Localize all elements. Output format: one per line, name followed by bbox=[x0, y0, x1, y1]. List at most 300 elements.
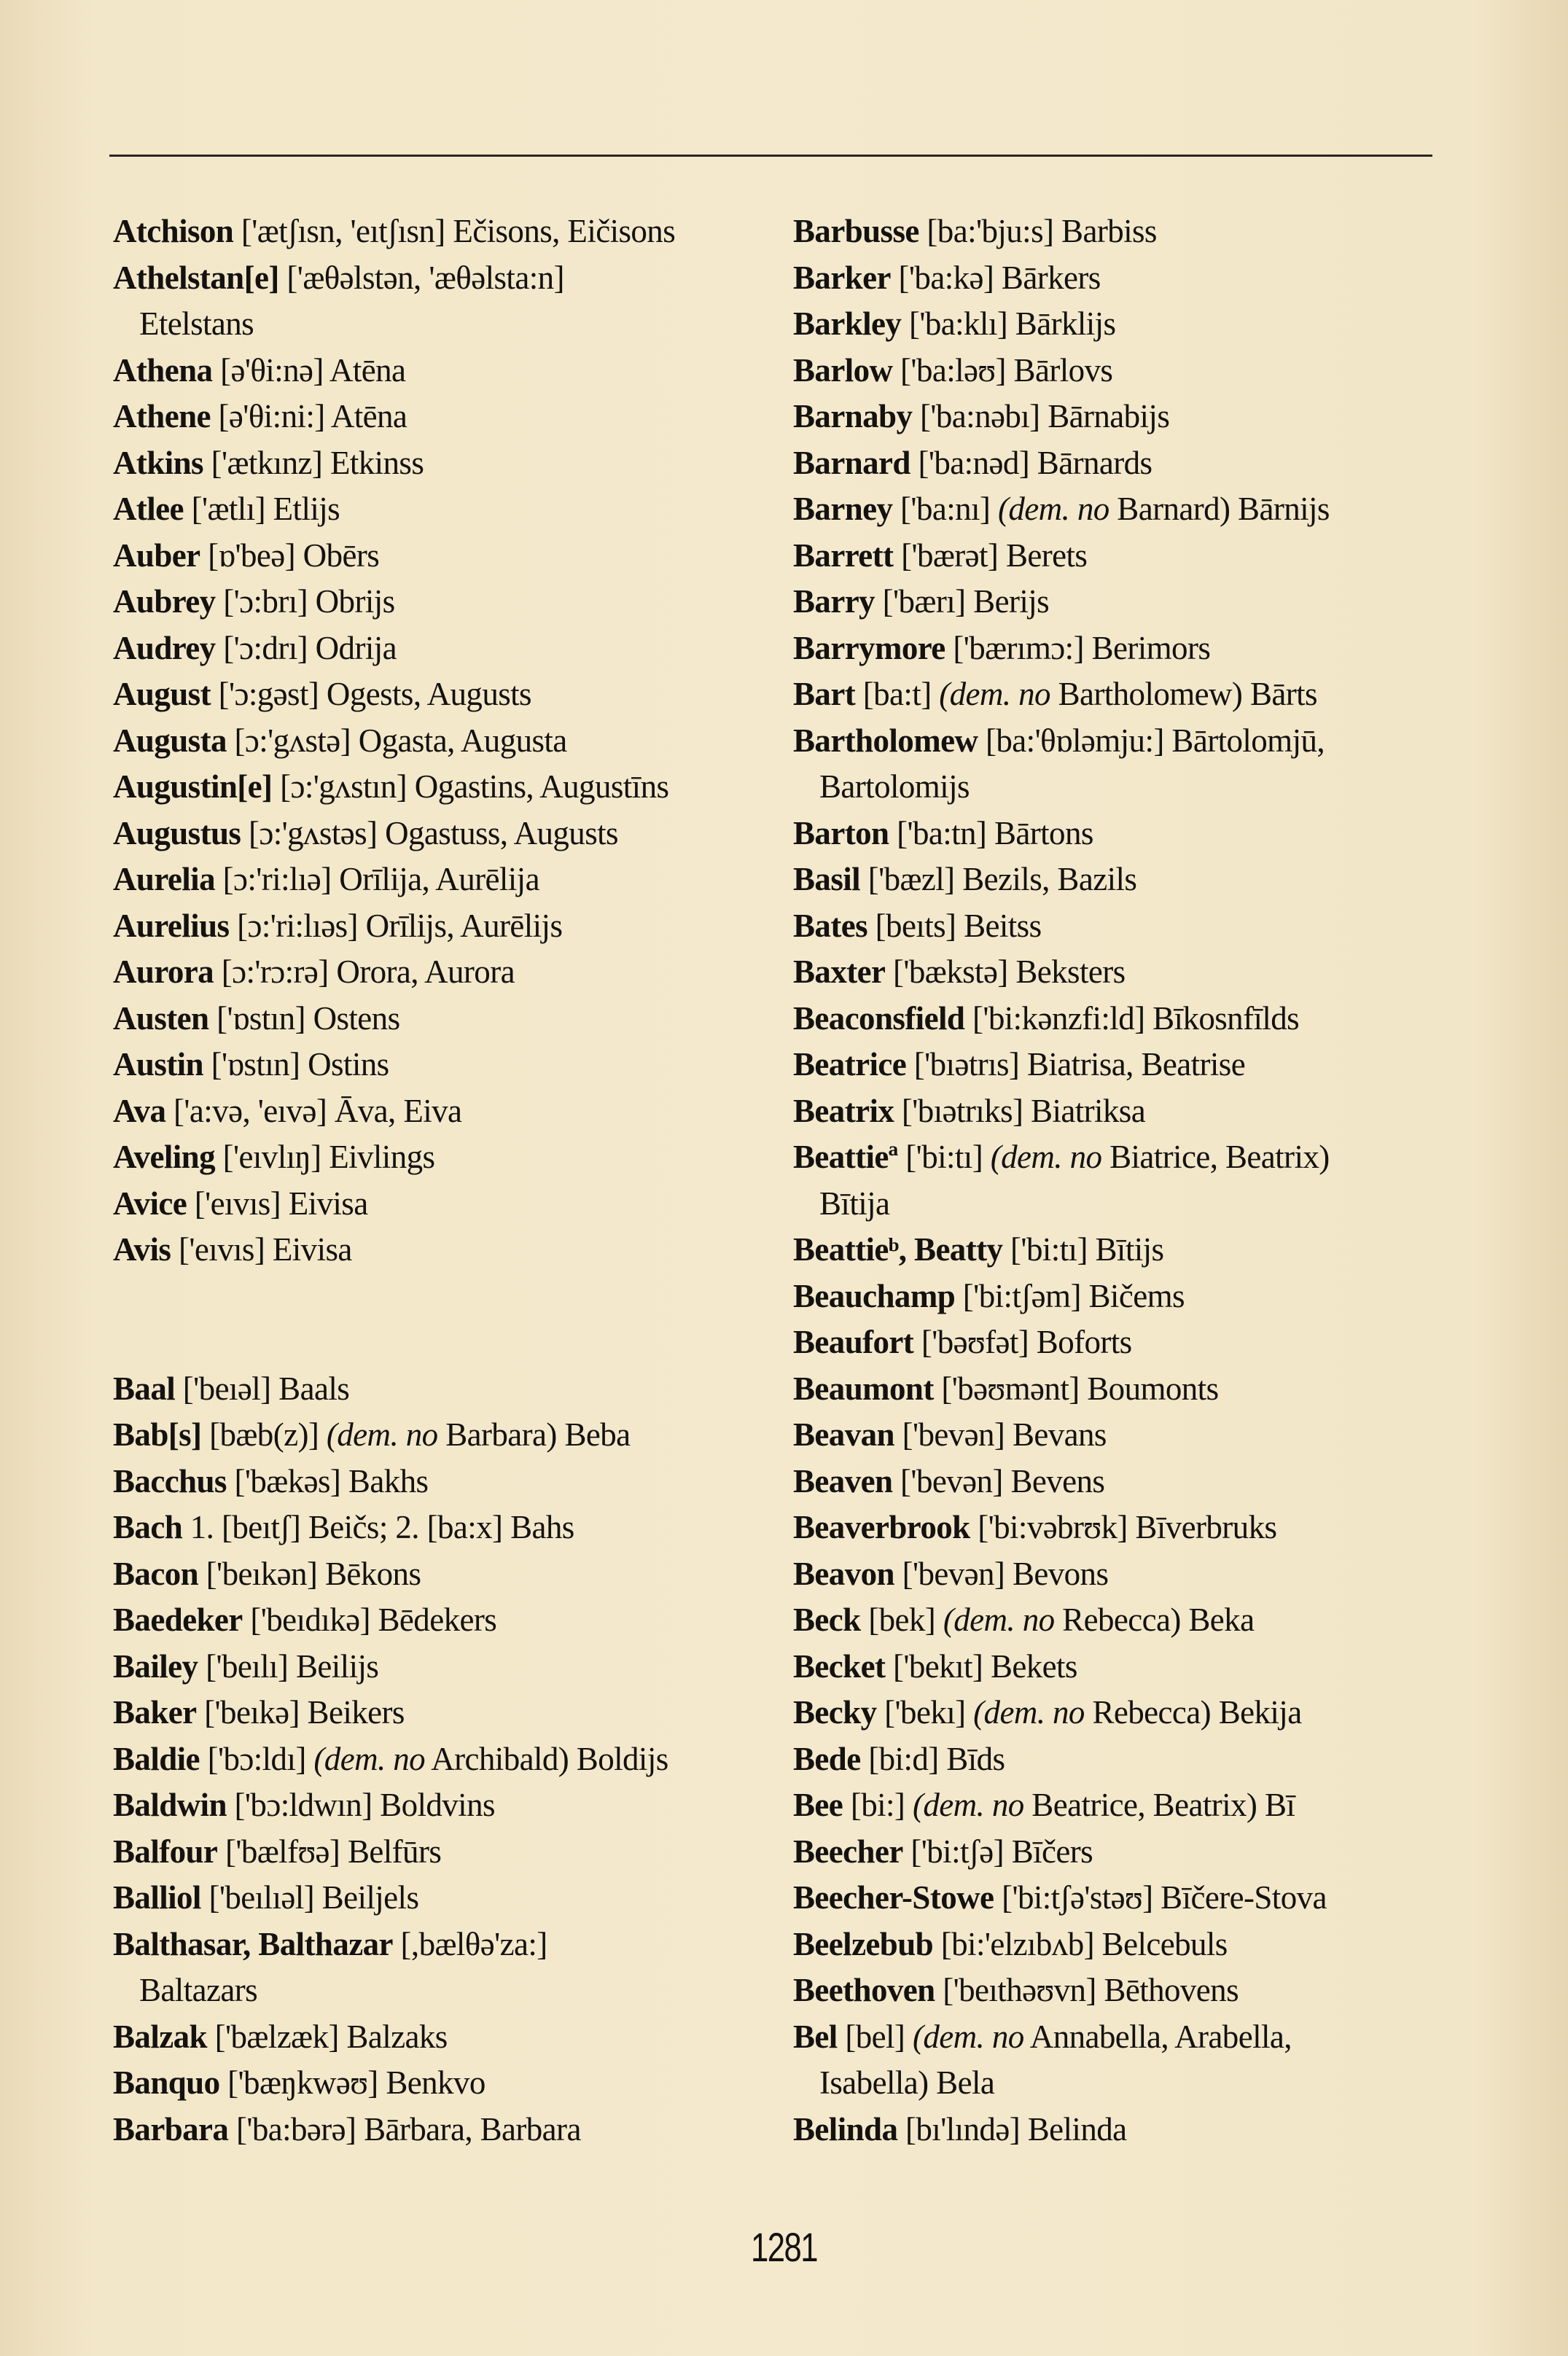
entry-pronunciation: ['bıətrıks] bbox=[901, 1092, 1023, 1129]
entry-translation: Berijs bbox=[973, 583, 1050, 620]
dictionary-entry bbox=[793, 2107, 1449, 2153]
dictionary-entry bbox=[113, 1551, 791, 1598]
entry-diminutive-note: (dem. no bbox=[943, 1602, 1055, 1638]
entry-headword: Avis bbox=[113, 1231, 171, 1268]
entry-headword: Beecher-Stowe bbox=[793, 1879, 994, 1916]
entry-translation: Obrijs bbox=[315, 583, 395, 620]
entry-pronunciation: ['bælfʊə] bbox=[225, 1833, 340, 1870]
entry-translation: Etlijs bbox=[273, 491, 340, 527]
entry-headword: Beethoven bbox=[793, 1972, 935, 2008]
entry-diminutive-note: (dem. no bbox=[912, 1787, 1024, 1823]
dictionary-entry bbox=[113, 996, 791, 1042]
entry-continuation: Isabella) Bela bbox=[819, 2064, 995, 2101]
entry-translation: Rebecca) Beka bbox=[1062, 1602, 1255, 1638]
entry-headword: Bede bbox=[793, 1740, 861, 1777]
entry-headword: Barbara bbox=[113, 2110, 229, 2148]
dictionary-entry bbox=[793, 1227, 1449, 1273]
entry-pronunciation: ['ɒstın] bbox=[217, 999, 305, 1037]
dictionary-entry bbox=[113, 671, 791, 718]
entry-headword: Beelzebub bbox=[793, 1925, 934, 1962]
entry-translation: Eivlings bbox=[329, 1139, 435, 1175]
entry-pronunciation: ['bi:tı] bbox=[1010, 1231, 1088, 1268]
entry-pronunciation: ['ba:bərə] bbox=[235, 2110, 356, 2148]
dictionary-entry bbox=[113, 1782, 791, 1829]
entry-pronunciation: ['ætʃısn, 'eıtʃısn] bbox=[241, 213, 445, 249]
entry-diminutive-note: (dem. no bbox=[939, 676, 1050, 712]
dictionary-entry bbox=[793, 1273, 1449, 1320]
entry-headword: Aurelia bbox=[113, 861, 215, 897]
entry-headword: Augustus bbox=[113, 814, 241, 851]
dictionary-entry bbox=[793, 533, 1449, 580]
entry-pronunciation: ['eıvıs] bbox=[178, 1231, 265, 1268]
entry-headword: Bacon bbox=[113, 1555, 199, 1592]
entry-headword: Bacchus bbox=[113, 1462, 227, 1499]
dictionary-entry bbox=[793, 1366, 1449, 1413]
entry-translation: Bēdekers bbox=[378, 1602, 497, 1638]
entry-translation: Bevans bbox=[1012, 1416, 1107, 1453]
entry-pronunciation: [bel] bbox=[845, 2018, 905, 2055]
entry-pronunciation: ['bi:tʃəm] bbox=[962, 1277, 1081, 1314]
entry-headword: Bel bbox=[793, 2018, 838, 2055]
entry-pronunciation: ['ba:ləʊ] bbox=[900, 351, 1006, 389]
entry-translation: Ostens bbox=[313, 999, 400, 1037]
dictionary-entry bbox=[113, 811, 791, 857]
entry-translation: Annabella, Arabella, bbox=[1029, 2018, 1292, 2055]
entry-headword: Austin bbox=[113, 1046, 203, 1083]
entry-pronunciation: ['bælzæk] bbox=[214, 2018, 339, 2055]
page-number: 1281 bbox=[751, 2224, 817, 2270]
entry-pronunciation: ['ɔ:drı] bbox=[223, 629, 308, 666]
entry-pronunciation: ['bəʊfət] bbox=[921, 1324, 1029, 1360]
entry-translation: Bezils, Bazils bbox=[962, 861, 1137, 897]
dictionary-entry bbox=[793, 1736, 1449, 1783]
entry-headword: Beattieᵇ, Beatty bbox=[793, 1231, 1003, 1268]
entry-pronunciation: ['ba:nı] bbox=[900, 491, 991, 527]
dictionary-entry bbox=[113, 764, 791, 811]
dictionary-entry bbox=[113, 2060, 791, 2107]
entry-translation: Boldvins bbox=[380, 1787, 495, 1823]
entry-translation: Bārklijs bbox=[1015, 305, 1116, 342]
entry-pronunciation: ['beılı] bbox=[206, 1647, 289, 1685]
entry-headword: Barnard bbox=[793, 444, 910, 481]
entry-pronunciation: ['bevən] bbox=[902, 1555, 1005, 1592]
entry-translation: Atēna bbox=[330, 398, 407, 434]
entry-diminutive-note: (dem. no bbox=[973, 1694, 1085, 1731]
entry-translation: Ečisons, Eičisons bbox=[453, 213, 676, 249]
dictionary-entry bbox=[793, 486, 1449, 533]
dictionary-entry bbox=[113, 625, 791, 672]
entry-headword: Aveling bbox=[113, 1139, 215, 1175]
entry-translation: Bekets bbox=[990, 1647, 1077, 1685]
entry-pronunciation: ['ætlı] bbox=[191, 491, 265, 527]
entry-pronunciation: ['beıkən] bbox=[206, 1555, 318, 1592]
entry-pronunciation: ['bəʊmənt] bbox=[941, 1370, 1080, 1407]
entry-translation: Barbara) Beba bbox=[445, 1416, 631, 1453]
entry-pronunciation: ['bi:tʃə] bbox=[910, 1833, 1005, 1870]
entry-translation: Beatrice, Beatrix) Bī bbox=[1031, 1787, 1295, 1823]
left-column bbox=[113, 208, 791, 2153]
entry-pronunciation: ['æθəlstən, 'æθəlsta:n] bbox=[286, 259, 564, 296]
entry-pronunciation: ['bærımɔ:] bbox=[953, 629, 1084, 666]
entry-translation: Biatrice, Beatrix) bbox=[1109, 1139, 1330, 1175]
entry-pronunciation: ['ætkınz] bbox=[211, 444, 323, 481]
entry-translation: Eivisa bbox=[288, 1185, 368, 1222]
entry-translation: Bēkons bbox=[324, 1555, 421, 1592]
entry-headword: Barrett bbox=[793, 537, 894, 574]
entry-diminutive-note: (dem. no bbox=[912, 2018, 1024, 2055]
entry-pronunciation: ['beılıəl] bbox=[208, 1879, 315, 1916]
entry-translation: Bevens bbox=[1010, 1462, 1105, 1499]
entry-headword: Beecher bbox=[793, 1833, 903, 1870]
entry-continuation: Baltazars bbox=[139, 1972, 258, 2008]
entry-translation: Bārlovs bbox=[1013, 351, 1113, 389]
dictionary-entry bbox=[113, 1597, 791, 1644]
entry-translation: Bārtons bbox=[994, 814, 1093, 851]
entry-pronunciation: ['bi:kənzfi:ld] bbox=[972, 999, 1145, 1037]
entry-pronunciation: ['bevən] bbox=[902, 1416, 1005, 1453]
entry-headword: Barbusse bbox=[793, 213, 919, 249]
entry-headword: Barnaby bbox=[793, 398, 913, 434]
dictionary-entry bbox=[113, 1829, 791, 1876]
dictionary-entry bbox=[113, 949, 791, 996]
entry-translation: Boforts bbox=[1036, 1324, 1132, 1360]
entry-headword: Aubrey bbox=[113, 583, 216, 620]
entry-pronunciation: ['bæŋkwəʊ] bbox=[227, 2064, 378, 2101]
dictionary-entry bbox=[113, 1875, 791, 1922]
dictionary-entry bbox=[793, 1412, 1449, 1459]
entry-pronunciation: ['bekıt] bbox=[893, 1647, 983, 1685]
entry-headword: Banquo bbox=[113, 2064, 220, 2101]
entry-translation: Archibald) Boldijs bbox=[431, 1740, 668, 1777]
entry-headword: Barker bbox=[793, 259, 891, 296]
dictionary-entry bbox=[793, 811, 1449, 857]
entry-headword: Atlee bbox=[113, 491, 184, 527]
entry-headword: Beaverbrook bbox=[793, 1509, 970, 1545]
dictionary-entry bbox=[793, 1459, 1449, 1505]
entry-pronunciation: ['bıətrıs] bbox=[913, 1046, 1020, 1083]
dictionary-entry bbox=[793, 857, 1449, 903]
entry-pronunciation: [ə'θi:nə] bbox=[220, 351, 324, 389]
entry-pronunciation: ['bekı] bbox=[884, 1694, 966, 1731]
entry-headword: Baldie bbox=[113, 1740, 200, 1777]
entry-headword: Beaconsfield bbox=[793, 999, 965, 1037]
entry-pronunciation: ['bærı] bbox=[882, 583, 966, 620]
entry-translation: Orora, Aurora bbox=[336, 953, 515, 990]
entry-continuation: Etelstans bbox=[139, 305, 254, 342]
entry-translation: Belinda bbox=[1027, 2110, 1127, 2148]
dictionary-entry bbox=[793, 1644, 1449, 1690]
dictionary-entry bbox=[793, 1875, 1449, 1922]
entry-headword: Becket bbox=[793, 1647, 886, 1685]
entry-headword: Aurora bbox=[113, 953, 214, 990]
entry-pronunciation: [ə'θi:ni:] bbox=[218, 398, 325, 434]
dictionary-entry bbox=[113, 1042, 791, 1088]
dictionary-entry bbox=[793, 255, 1449, 302]
dictionary-entry bbox=[793, 1967, 1449, 2014]
dictionary-entry bbox=[793, 1319, 1449, 1366]
entry-headword: Atchison bbox=[113, 213, 234, 249]
dictionary-entry bbox=[793, 394, 1449, 440]
entry-headword: Athena bbox=[113, 351, 213, 389]
entry-headword: Barney bbox=[793, 491, 893, 527]
entry-translation: Bakhs bbox=[348, 1462, 429, 1499]
entry-headword: Balfour bbox=[113, 1833, 218, 1870]
entry-translation: Belfūrs bbox=[347, 1833, 442, 1870]
entry-translation: Etkinss bbox=[329, 444, 424, 481]
entry-pronunciation: [ɔ:'ri:lıə] bbox=[222, 861, 332, 897]
dictionary-entry bbox=[113, 1505, 791, 1551]
dictionary-entry bbox=[113, 2014, 791, 2061]
dictionary-entry bbox=[113, 533, 791, 580]
dictionary-entry bbox=[113, 1088, 791, 1135]
dictionary-entry bbox=[793, 1690, 1449, 1736]
section-gap bbox=[113, 1273, 791, 1366]
dictionary-entry bbox=[113, 440, 791, 487]
entry-translation: Āva, Eiva bbox=[334, 1092, 462, 1129]
entry-translation: Bārtolomjū, bbox=[1171, 722, 1325, 759]
entry-translation: Bārnards bbox=[1037, 444, 1152, 481]
dictionary-entry bbox=[113, 255, 791, 302]
entry-pronunciation: [ɒ'beə] bbox=[208, 537, 296, 574]
entry-headword: Barry bbox=[793, 583, 875, 620]
entry-translation: Beilijs bbox=[295, 1647, 379, 1685]
dictionary-entry bbox=[113, 1459, 791, 1505]
entry-pronunciation: [ba:'bju:s] bbox=[927, 213, 1054, 249]
entry-headword: Augustin[e] bbox=[113, 768, 273, 805]
entry-diminutive-note: (dem. no bbox=[990, 1139, 1102, 1175]
dictionary-entry bbox=[113, 857, 791, 903]
entry-headword: Bee bbox=[793, 1787, 843, 1823]
entry-pronunciation: ['eıvıs] bbox=[194, 1185, 281, 1222]
entry-headword: Bates bbox=[793, 907, 867, 944]
entry-pronunciation: ['a:və, 'eıvə] bbox=[173, 1092, 327, 1129]
entry-translation: Ogastins, Augustīns bbox=[414, 768, 669, 805]
entry-translation: Rebecca) Bekija bbox=[1092, 1694, 1302, 1731]
entry-pronunciation: [,bælθə'za:] bbox=[400, 1925, 547, 1962]
dictionary-entry bbox=[113, 1922, 791, 1968]
entry-pronunciation: [bı'lındə] bbox=[905, 2110, 1021, 2148]
entry-headword: Beatrix bbox=[793, 1092, 894, 1129]
entry-pronunciation: [ɔ:'gʌstə] bbox=[234, 722, 351, 759]
entry-headword: Auber bbox=[113, 537, 200, 574]
entry-translation: Balzaks bbox=[346, 2018, 448, 2055]
entry-headword: Bart bbox=[793, 676, 856, 712]
entry-pronunciation: ['beıthəʊvn] bbox=[943, 1972, 1096, 2008]
dictionary-entry bbox=[793, 348, 1449, 394]
entry-headword: Beavan bbox=[793, 1416, 894, 1453]
entry-headword: Athene bbox=[113, 398, 211, 434]
entry-pronunciation: ['bevən] bbox=[900, 1462, 1003, 1499]
entry-headword: Avice bbox=[113, 1185, 187, 1222]
dictionary-entry bbox=[793, 1597, 1449, 1644]
entry-headword: Bab[s] bbox=[113, 1416, 202, 1453]
entry-headword: Balzak bbox=[113, 2018, 207, 2055]
entry-headword: Beaumont bbox=[793, 1370, 934, 1407]
dictionary-entry bbox=[113, 208, 791, 255]
entry-diminutive-note: (dem. no bbox=[326, 1416, 438, 1453]
entry-pronunciation: ['ɒstın] bbox=[211, 1046, 300, 1083]
entry-pronunciation: ['beıkə] bbox=[204, 1694, 300, 1731]
dictionary-entry bbox=[793, 1551, 1449, 1598]
dictionary-entry bbox=[113, 1736, 791, 1783]
entry-pronunciation: [bi:'elzıbʌb] bbox=[940, 1925, 1094, 1962]
entry-pronunciation: ['ɔ:gəst] bbox=[218, 676, 319, 712]
dictionary-entry bbox=[793, 625, 1449, 672]
entry-headword: Beatrice bbox=[793, 1046, 907, 1083]
entry-pronunciation: ['ɔ:brı] bbox=[223, 583, 308, 620]
entry-pronunciation: ['bi:vəbrʊk] bbox=[978, 1509, 1128, 1545]
entry-pronunciation: ['bækstə] bbox=[893, 953, 1008, 990]
entry-pronunciation: [beıts] bbox=[875, 907, 956, 944]
dictionary-entry bbox=[793, 579, 1449, 625]
entry-headword: Baedeker bbox=[113, 1602, 243, 1638]
entry-translation: Bahs bbox=[510, 1509, 574, 1545]
dictionary-entry bbox=[113, 1366, 791, 1413]
entry-pronunciation: ['bækəs] bbox=[234, 1462, 341, 1499]
entry-headword: Baldwin bbox=[113, 1787, 227, 1823]
entry-pronunciation: [ɔ:'rɔ:rə] bbox=[221, 953, 329, 990]
entry-translation: Bārnabijs bbox=[1048, 398, 1170, 434]
dictionary-entry bbox=[113, 1181, 791, 1228]
entry-pronunciation: [ba:t] bbox=[862, 676, 932, 712]
entry-headword: Beattieª bbox=[793, 1139, 898, 1175]
dictionary-entry bbox=[793, 208, 1449, 255]
dictionary-entry bbox=[113, 394, 791, 440]
entry-headword: Barrymore bbox=[793, 629, 945, 666]
entry-translation: Bičems bbox=[1088, 1277, 1185, 1314]
entry-pronunciation: ['bi:tʃə'stəʊ] bbox=[1002, 1879, 1153, 1916]
entry-pronunciation: ['ba:nəbı] bbox=[920, 398, 1040, 434]
entry-continuation: Bartolomijs bbox=[819, 768, 970, 805]
entry-translation: Bīds bbox=[946, 1740, 1005, 1777]
entry-headword: Barlow bbox=[793, 351, 893, 389]
dictionary-entry bbox=[793, 671, 1449, 718]
entry-pronunciation: [bi:] bbox=[850, 1787, 905, 1823]
entry-translation: Obērs bbox=[303, 537, 380, 574]
entry-headword: Austen bbox=[113, 999, 209, 1037]
entry-headword: Bartholomew bbox=[793, 722, 978, 759]
entry-translation: Berets bbox=[1005, 537, 1088, 574]
entry-translation: Bīčers bbox=[1011, 1833, 1093, 1870]
entry-translation: Barbiss bbox=[1061, 213, 1157, 249]
dictionary-entry bbox=[113, 348, 791, 394]
entry-headword: Barkley bbox=[793, 305, 902, 342]
entry-translation: Baals bbox=[278, 1370, 350, 1407]
entry-headword: Baxter bbox=[793, 953, 886, 990]
entry-translation: Belcebuls bbox=[1101, 1925, 1228, 1962]
dictionary-entry bbox=[793, 903, 1449, 950]
entry-translation: Bārkers bbox=[1001, 259, 1101, 296]
entry-translation: Odrija bbox=[315, 629, 397, 666]
header-rule bbox=[109, 155, 1432, 157]
entry-headword: Bailey bbox=[113, 1647, 198, 1685]
entry-headword: Beauchamp bbox=[793, 1277, 956, 1314]
entry-headword: Beavon bbox=[793, 1555, 894, 1592]
entry-headword: Beaufort bbox=[793, 1324, 914, 1360]
entry-headword: Becky bbox=[793, 1694, 877, 1731]
entry-translation: Ogastuss, Augusts bbox=[385, 814, 618, 851]
entry-translation: Bevons bbox=[1012, 1555, 1109, 1592]
dictionary-entry bbox=[793, 1829, 1449, 1876]
right-column bbox=[793, 208, 1449, 2153]
entry-headword: Audrey bbox=[113, 629, 216, 666]
dictionary-entry bbox=[793, 996, 1449, 1042]
entry-headword: Aurelius bbox=[113, 907, 230, 944]
entry-translation: Atēna bbox=[329, 351, 406, 389]
entry-pronunciation: [ɔ:'ri:lıəs] bbox=[237, 907, 358, 944]
entry-continuation: Bītija bbox=[819, 1185, 890, 1222]
entry-headword: Baal bbox=[113, 1370, 176, 1407]
entry-pronunciation: [bi:d] bbox=[868, 1740, 939, 1777]
entry-translation: Bārbara, Barbara bbox=[364, 2110, 581, 2148]
entry-translation: Orīlijs, Aurēlijs bbox=[365, 907, 563, 944]
dictionary-entry bbox=[793, 301, 1449, 348]
entry-pronunciation: ['beıdıkə] bbox=[250, 1602, 370, 1638]
entry-translation: Boumonts bbox=[1087, 1370, 1219, 1407]
entry-headword: August bbox=[113, 676, 211, 712]
entry-translation: Beikers bbox=[307, 1694, 405, 1731]
entry-pronunciation: 1. [beıtʃ] Beičs; 2. [ba:x] bbox=[190, 1509, 503, 1545]
dictionary-entry bbox=[113, 486, 791, 533]
entry-headword: Basil bbox=[793, 861, 861, 897]
dictionary-entry bbox=[113, 579, 791, 625]
dictionary-entry bbox=[793, 1782, 1449, 1829]
entry-translation: Bītijs bbox=[1095, 1231, 1164, 1268]
entry-pronunciation: [ɔ:'gʌstəs] bbox=[248, 814, 378, 851]
entry-translation: Bīkosnfīlds bbox=[1152, 999, 1300, 1037]
entry-headword: Baker bbox=[113, 1694, 197, 1731]
dictionary-entry bbox=[113, 2107, 791, 2153]
entry-headword: Belinda bbox=[793, 2110, 898, 2148]
entry-headword: Balliol bbox=[113, 1879, 201, 1916]
entry-translation: Bīčere-Stova bbox=[1161, 1879, 1327, 1916]
entry-headword: Balthasar, Balthazar bbox=[113, 1925, 393, 1962]
entry-translation: Berimors bbox=[1091, 629, 1211, 666]
entry-translation: Beiljels bbox=[321, 1879, 419, 1916]
entry-pronunciation: [bek] bbox=[868, 1602, 936, 1638]
entry-translation: Biatrisa, Beatrise bbox=[1026, 1046, 1246, 1083]
entry-pronunciation: ['bɔ:ldı] bbox=[207, 1740, 306, 1777]
dictionary-entry bbox=[113, 1644, 791, 1690]
entry-diminutive-note: (dem. no bbox=[997, 491, 1109, 527]
entry-translation: Barnard) Bārnijs bbox=[1117, 491, 1330, 527]
dictionary-entry bbox=[113, 1690, 791, 1736]
entry-translation: Bīverbruks bbox=[1135, 1509, 1277, 1545]
entry-pronunciation: [ba:'θɒləmju:] bbox=[986, 722, 1164, 759]
dictionary-entry bbox=[793, 1088, 1449, 1135]
entry-headword: Atkins bbox=[113, 444, 203, 481]
dictionary-entry bbox=[113, 1227, 791, 1273]
entry-pronunciation: ['beıəl] bbox=[182, 1370, 271, 1407]
entry-pronunciation: [ɔ:'gʌstın] bbox=[280, 768, 407, 805]
entry-translation: Biatriksa bbox=[1031, 1092, 1146, 1129]
dictionary-entry bbox=[793, 949, 1449, 996]
entry-pronunciation: ['bɔ:ldwın] bbox=[234, 1787, 373, 1823]
entry-pronunciation: ['ba:tn] bbox=[897, 814, 987, 851]
entry-translation: Ogests, Augusts bbox=[326, 676, 531, 712]
entry-headword: Ava bbox=[113, 1092, 166, 1129]
entry-pronunciation: ['ba:kə] bbox=[898, 259, 994, 296]
entry-headword: Bach bbox=[113, 1509, 183, 1545]
entry-headword: Augusta bbox=[113, 722, 227, 759]
entry-headword: Athelstan[e] bbox=[113, 259, 279, 296]
entry-translation: Ogasta, Augusta bbox=[358, 722, 567, 759]
entry-translation: Eivisa bbox=[272, 1231, 352, 1268]
entry-pronunciation: ['bæzl] bbox=[867, 861, 955, 897]
entry-headword: Beck bbox=[793, 1602, 861, 1638]
dictionary-entry bbox=[113, 1134, 791, 1181]
entry-pronunciation: ['bærət] bbox=[901, 537, 999, 574]
